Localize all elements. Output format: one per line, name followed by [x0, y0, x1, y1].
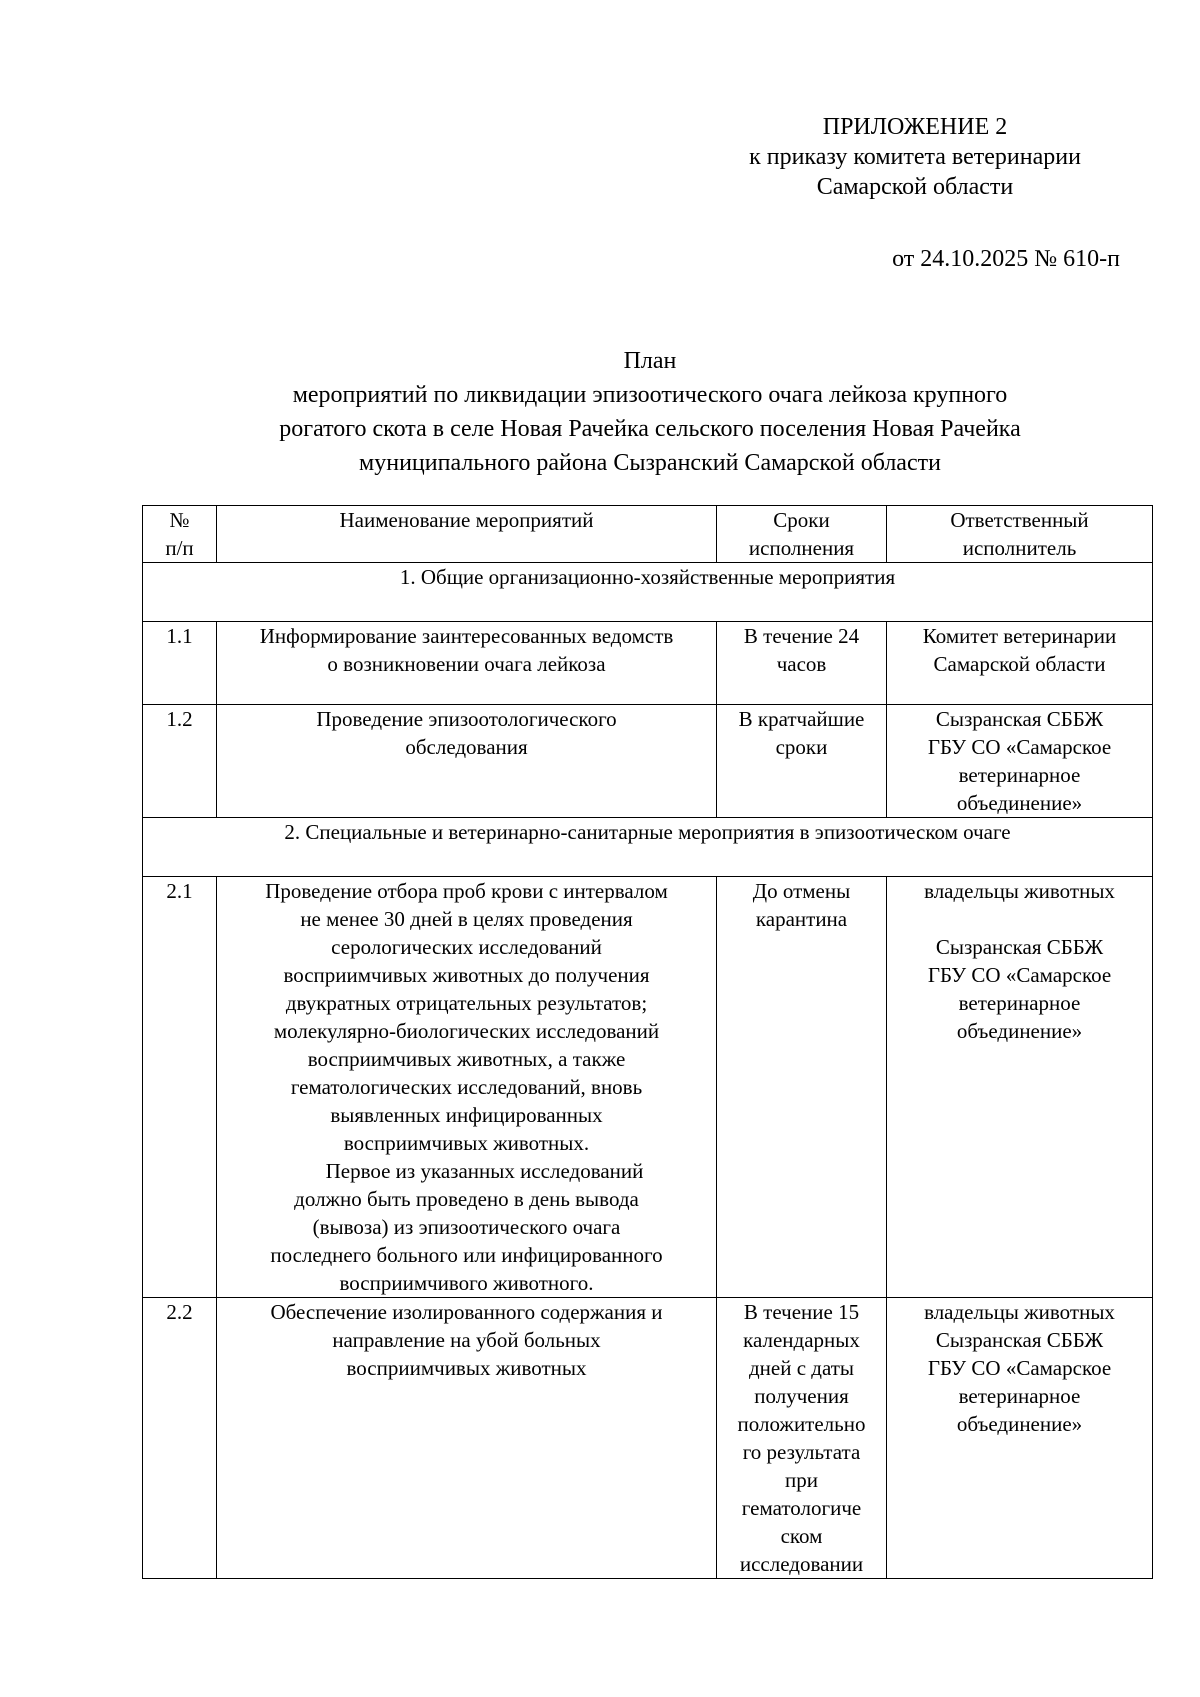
term-line: карантина: [755, 907, 848, 931]
row-measure: [217, 705, 717, 818]
measure-line: последнего больного или инфицированного: [270, 1243, 663, 1267]
responsible-line: ГБУ СО «Самарское: [927, 1356, 1112, 1380]
row-term: [717, 705, 887, 818]
responsible-line: ГБУ СО «Самарское: [927, 963, 1112, 987]
responsible-line: объединение»: [956, 791, 1083, 815]
row-term: [717, 1298, 887, 1579]
section-title: 2. Специальные и ветеринарно-санитарные мероприятия в эпизоотическом очаге: [143, 818, 1153, 877]
section-title: 1. Общие организационно-хозяйственные мероприятия: [143, 563, 1153, 622]
term-line: сроки: [775, 735, 828, 759]
header-number-symbol: №: [169, 508, 190, 532]
term-line: ском: [780, 1524, 823, 1548]
table-row: [143, 622, 1153, 705]
measure-line: не менее 30 дней в целях проведения: [300, 907, 633, 931]
measure-line: должно быть проведено в день вывода: [294, 1187, 639, 1211]
responsible-line: владельцы животных: [924, 879, 1115, 903]
header-term-line: Сроки: [773, 508, 830, 532]
measure-line: восприимчивых животных, а также: [307, 1047, 626, 1071]
measure-line: (вывоза) из эпизоотического очага: [312, 1215, 621, 1239]
responsible-line: объединение»: [956, 1412, 1083, 1436]
section-row-2: [143, 818, 1153, 877]
term-line: дней с даты: [748, 1356, 855, 1380]
responsible-line: Сызранская СББЖ: [935, 935, 1104, 959]
measures-table: [142, 505, 1153, 1579]
responsible-line: ветеринарное: [958, 1384, 1081, 1408]
order-date: от 24.10.2025 № 610-п: [892, 246, 1120, 272]
measure-line: молекулярно-биологических исследований: [273, 1019, 660, 1043]
measure-line: гематологических исследований, вновь: [290, 1075, 643, 1099]
row-number: 1.2: [143, 705, 217, 818]
row-term: [717, 622, 887, 705]
plan-title-line: рогатого скота в селе Новая Рачейка сельского поселения Новая Рачейка: [279, 416, 1021, 442]
row-responsible: [887, 877, 1153, 1298]
header-responsible: [887, 506, 1153, 563]
table-row: [143, 1298, 1153, 1579]
row-number: 2.2: [143, 1298, 217, 1579]
measure-line: двукратных отрицательных результатов;: [285, 991, 648, 1015]
measure-line: выявленных инфицированных: [330, 1103, 603, 1127]
row-number: 1.1: [143, 622, 217, 705]
term-line: го результата: [742, 1440, 861, 1464]
term-line: получения: [754, 1384, 849, 1408]
term-line: исследовании: [739, 1552, 864, 1576]
measure-line: восприимчивого животного.: [339, 1271, 594, 1295]
measure-line: Информирование заинтересованных ведомств: [259, 624, 674, 648]
measure-line: восприимчивых животных: [346, 1356, 587, 1380]
row-measure: [217, 877, 717, 1298]
plan-title: [150, 344, 1150, 480]
measure-line: о возникновении очага лейкоза: [327, 652, 606, 676]
table-row: [143, 705, 1153, 818]
row-responsible: [887, 705, 1153, 818]
term-line: До отмены: [752, 879, 851, 903]
spacer: [892, 905, 1147, 933]
measure-line: Проведение отбора проб крови с интервалом: [265, 879, 668, 903]
header-name: Наименование мероприятий: [217, 506, 717, 563]
measure-line: Обеспечение изолированного содержания и: [270, 1300, 663, 1324]
row-responsible: [887, 622, 1153, 705]
appendix-header: [700, 112, 1130, 202]
row-measure: [217, 1298, 717, 1579]
measure-line: Проведение эпизоотологического: [316, 707, 617, 731]
row-responsible: [887, 1298, 1153, 1579]
table-row: [143, 877, 1153, 1298]
measure-line: обследования: [405, 735, 528, 759]
measure-line-text: Первое из указанных исследований: [325, 1159, 644, 1183]
appendix-label: ПРИЛОЖЕНИЕ 2: [822, 114, 1008, 140]
plan-title-line: мероприятий по ликвидации эпизоотического очага лейкоза крупного: [292, 382, 1008, 408]
term-line: часов: [776, 652, 827, 676]
measure-line: направление на убой больных: [332, 1328, 601, 1352]
responsible-line: владельцы животных: [924, 1300, 1115, 1324]
term-line: гематологиче: [741, 1496, 862, 1520]
header-responsible-line: Ответственный: [950, 508, 1089, 532]
plan-title-line: муниципального района Сызранский Самарской области: [359, 450, 941, 476]
responsible-line: Сызранская СББЖ: [935, 707, 1104, 731]
header-term: [717, 506, 887, 563]
responsible-line: объединение»: [956, 1019, 1083, 1043]
term-line: положительно: [737, 1412, 866, 1436]
term-line: В кратчайшие: [738, 707, 865, 731]
header-term-line: исполнения: [748, 536, 855, 560]
table-header-row: [143, 506, 1153, 563]
row-number: 2.1: [143, 877, 217, 1298]
region-name: Самарской области: [816, 174, 1014, 200]
measure-line: восприимчивых животных до получения: [283, 963, 650, 987]
term-line: при: [785, 1468, 818, 1492]
term-line: В течение 15: [743, 1300, 860, 1324]
measure-line-indented: [222, 1157, 711, 1185]
responsible-line: ГБУ СО «Самарское: [927, 735, 1112, 759]
term-line: В течение 24: [743, 624, 860, 648]
row-term: [717, 877, 887, 1298]
header-number: [143, 506, 217, 563]
measure-line: восприимчивых животных.: [343, 1131, 590, 1155]
measure-line: серологических исследований: [331, 935, 602, 959]
header-number-abbr: п/п: [165, 536, 194, 560]
responsible-line: Комитет ветеринарии: [922, 624, 1117, 648]
responsible-line: ветеринарное: [958, 991, 1081, 1015]
section-row-1: [143, 563, 1153, 622]
responsible-line: Самарской области: [933, 652, 1106, 676]
order-reference: к приказу комитета ветеринарии: [749, 144, 1081, 170]
term-line: календарных: [743, 1328, 860, 1352]
plan-title-word: План: [623, 348, 677, 374]
responsible-line: Сызранская СББЖ: [935, 1328, 1104, 1352]
row-measure: [217, 622, 717, 705]
responsible-line: ветеринарное: [958, 763, 1081, 787]
header-responsible-line: исполнитель: [962, 536, 1077, 560]
